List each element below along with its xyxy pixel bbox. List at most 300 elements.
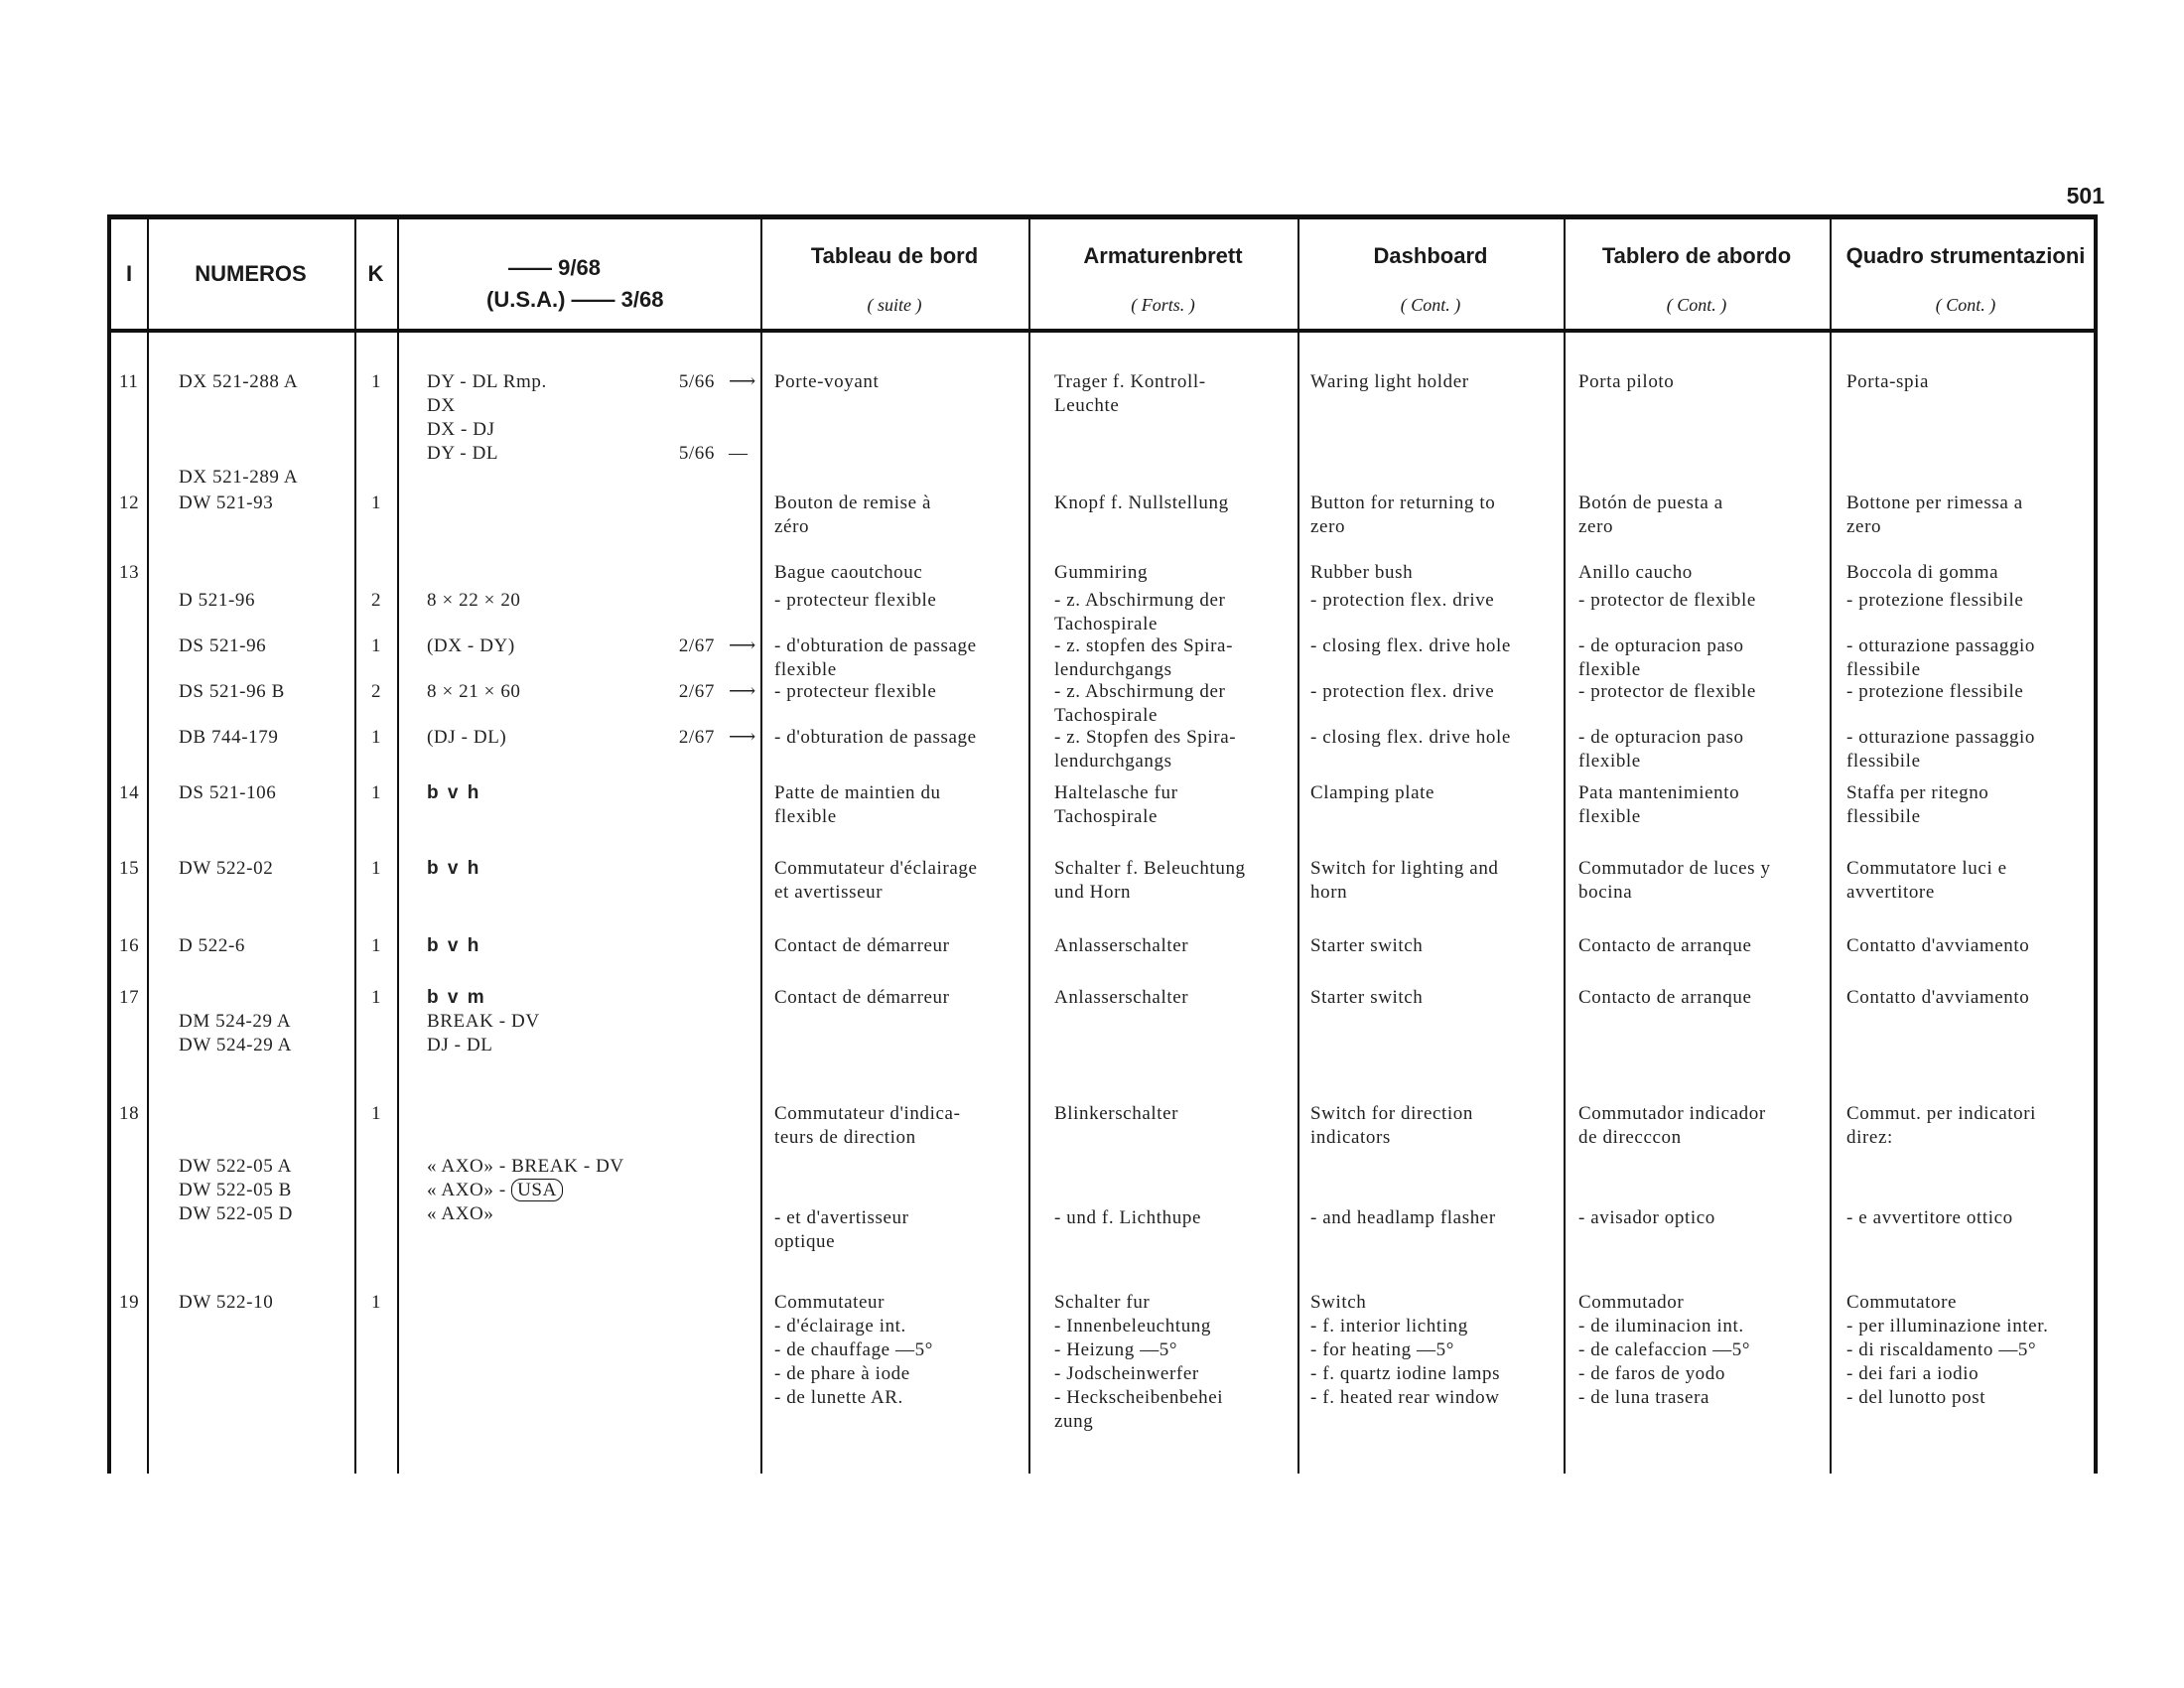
description-es	[1578, 726, 1837, 774]
header-spanish: Tablero de abordo ( Cont. )	[1601, 243, 1792, 315]
description-de-line: Haltelasche fur	[1054, 782, 1178, 803]
description-en-line: - protection flex. drive	[1310, 681, 1495, 702]
description-fr-line: Commutateur	[774, 1292, 886, 1313]
description-de-line: - z. Abschirmung der	[1054, 681, 1226, 702]
quantity-line: 1	[370, 371, 382, 392]
body-code: b v h	[427, 782, 481, 803]
model-note	[427, 589, 521, 613]
part-number-line: DW 524-29 A	[179, 1035, 292, 1055]
description-es	[1578, 370, 1837, 394]
header-italian: Quadro strumentazioni ( Cont. )	[1845, 243, 2086, 315]
quantity	[364, 589, 388, 613]
part-number-line: DS 521-96 B	[179, 681, 285, 702]
description-es-line: flexible	[1578, 806, 1641, 827]
description-fr-line: Contact de démarreur	[774, 987, 950, 1008]
description-es-line: flexible	[1578, 751, 1641, 772]
model-note-text: DY - DL Rmp.	[427, 371, 547, 392]
description-en-line: - f. heated rear window	[1310, 1387, 1500, 1408]
table-body	[111, 333, 2094, 1474]
description-fr-line: - de phare à iode	[774, 1363, 910, 1384]
application-line	[427, 1034, 844, 1057]
description-es	[1578, 561, 1837, 585]
description-it	[1846, 589, 2100, 613]
description-en-line: horn	[1310, 882, 1348, 903]
model-note-text: BREAK - DV	[427, 1011, 540, 1032]
description-en-line: - and headlamp flasher	[1310, 1207, 1496, 1228]
description-it-line: - per illuminazione inter.	[1846, 1316, 2049, 1336]
description-de-line: - Heckscheibenbehei	[1054, 1387, 1224, 1408]
part-number	[179, 634, 377, 658]
description-it-line: direz:	[1846, 1127, 1893, 1148]
model-note-text: « AXO»	[427, 1203, 494, 1224]
description-en	[1310, 634, 1569, 658]
arrow-icon: ⟶	[729, 727, 756, 748]
description-it-line: flessibile	[1846, 751, 1921, 772]
description-it-line: Staffa per ritegno	[1846, 782, 1989, 803]
description-it	[1846, 857, 2100, 905]
description-es	[1578, 857, 1837, 905]
description-it	[1846, 934, 2100, 958]
description-it	[1846, 492, 2100, 539]
description-it-line: - otturazione passaggio	[1846, 727, 2036, 748]
description-de	[1054, 634, 1312, 682]
part-number	[179, 857, 377, 881]
quantity	[364, 857, 388, 881]
part-number	[179, 781, 377, 805]
description-es-line: - de luna trasera	[1578, 1387, 1710, 1408]
description-es-line: Contacto de arranque	[1578, 987, 1752, 1008]
model-note-text: DX - DJ	[427, 419, 495, 440]
year-range-bottom: (U.S.A.) —— 3/68	[486, 287, 664, 312]
model-note	[427, 634, 515, 658]
description-de-line: Gummiring	[1054, 562, 1149, 583]
description-es-line: - protector de flexible	[1578, 681, 1756, 702]
part-number	[179, 986, 377, 1057]
description-fr	[774, 680, 1032, 704]
header-year-range	[397, 219, 760, 329]
quantity	[364, 634, 388, 658]
description-de	[1054, 1206, 1312, 1230]
description-de-line: Anlasserschalter	[1054, 935, 1189, 956]
description-en-line: indicators	[1310, 1127, 1391, 1148]
description-fr-line: - d'éclairage int.	[774, 1316, 906, 1336]
description-es	[1578, 986, 1837, 1010]
description-it-line: - e avvertitore ottico	[1846, 1207, 2013, 1228]
quantity-line: 1	[370, 858, 382, 879]
description-de-line: - Jodscheinwerfer	[1054, 1363, 1199, 1384]
description-es-line: - de faros de yodo	[1578, 1363, 1725, 1384]
model-note-text: DJ - DL	[427, 1035, 493, 1055]
description-it-line: - dei fari a iodio	[1846, 1363, 1979, 1384]
model-note	[427, 418, 495, 442]
description-en	[1310, 986, 1569, 1010]
description-de-line: lendurchgangs	[1054, 659, 1172, 680]
quantity	[364, 986, 388, 1010]
description-en	[1310, 370, 1569, 394]
row-number: 12	[119, 492, 140, 513]
description-fr	[774, 492, 1032, 539]
description-en	[1310, 726, 1569, 750]
description-es-line: - de opturacion paso	[1578, 727, 1744, 748]
description-es	[1578, 589, 1837, 613]
description-fr-line: Commutateur d'indica-	[774, 1103, 961, 1124]
description-fr-line: flexible	[774, 659, 837, 680]
part-number	[179, 934, 377, 958]
header-german: Armaturenbrett ( Forts. )	[1083, 243, 1243, 315]
quantity	[364, 934, 388, 958]
date-limit: 2/67	[678, 727, 715, 748]
description-it-line: - di riscaldamento —5°	[1846, 1339, 2037, 1360]
body-code: b v h	[427, 935, 481, 956]
arrow-icon: ⟶	[729, 681, 756, 702]
description-fr	[774, 1291, 1032, 1410]
model-note	[427, 1034, 492, 1057]
description-it	[1846, 680, 2100, 704]
quantity-line: 1	[370, 727, 382, 748]
description-de-line: - Heizung —5°	[1054, 1339, 1178, 1360]
model-note-text: DY - DL	[427, 443, 499, 464]
description-de	[1054, 986, 1312, 1010]
description-es	[1578, 634, 1837, 682]
date-limit: 5/66	[678, 443, 715, 464]
description-de	[1054, 370, 1312, 418]
description-es	[1578, 1102, 1837, 1150]
description-de-line: - und f. Lichthupe	[1054, 1207, 1201, 1228]
part-number-line: DM 524-29 A	[179, 1011, 292, 1032]
model-note	[427, 1010, 540, 1034]
usa-marker: USA	[511, 1179, 563, 1201]
description-fr-line: teurs de direction	[774, 1127, 916, 1148]
description-fr-line: flexible	[774, 806, 837, 827]
description-fr	[774, 1206, 1032, 1254]
description-es	[1578, 781, 1837, 829]
description-de	[1054, 680, 1312, 728]
description-en	[1310, 857, 1569, 905]
description-es-line: - de iluminacion int.	[1578, 1316, 1744, 1336]
description-it-line: - protezione flessibile	[1846, 590, 2024, 611]
row-number: 18	[119, 1103, 140, 1124]
description-en-line: Switch	[1310, 1292, 1367, 1313]
description-es-line: de direcccon	[1578, 1127, 1682, 1148]
parts-table	[107, 214, 2098, 1474]
description-fr	[774, 589, 1032, 613]
description-en-line: Starter switch	[1310, 935, 1424, 956]
quantity-line: 1	[370, 987, 382, 1008]
description-en-line: Switch for lighting and	[1310, 858, 1499, 879]
description-de-line: Schalter fur	[1054, 1292, 1151, 1313]
arrow-icon: ⟶	[729, 371, 756, 392]
body-code: b v h	[427, 858, 481, 879]
description-de	[1054, 589, 1312, 636]
description-es	[1578, 680, 1837, 704]
description-en-line: - f. quartz iodine lamps	[1310, 1363, 1501, 1384]
model-note	[427, 680, 521, 704]
description-en	[1310, 1206, 1569, 1230]
description-de-line: zung	[1054, 1411, 1094, 1432]
description-it-line: - protezione flessibile	[1846, 681, 2024, 702]
description-es-line: Porta piloto	[1578, 371, 1675, 392]
description-it	[1846, 561, 2100, 585]
model-note	[427, 370, 547, 394]
description-es-line: Commutador	[1578, 1292, 1685, 1313]
part-number-line: DB 744-179	[179, 727, 279, 748]
quantity-line: 2	[370, 681, 382, 702]
part-number	[179, 492, 377, 515]
header-french: Tableau de bord ( suite )	[810, 243, 979, 315]
part-number-line: DX 521-289 A	[179, 467, 299, 488]
page-number: 501	[2066, 183, 2105, 209]
description-fr-line: - d'obturation de passage	[774, 635, 977, 656]
part-number-line: DW 522-10	[179, 1292, 274, 1313]
description-es-line: Contacto de arranque	[1578, 935, 1752, 956]
description-en	[1310, 589, 1569, 613]
application-line	[427, 1179, 844, 1202]
description-it-line: Porta-spia	[1846, 371, 1930, 392]
description-en-line: Waring light holder	[1310, 371, 1469, 392]
description-de	[1054, 492, 1312, 515]
part-number-line: DX 521-288 A	[179, 371, 299, 392]
description-es-line: Botón de puesta a	[1578, 492, 1723, 513]
description-de-line: Leuchte	[1054, 395, 1120, 416]
row-number: 16	[119, 935, 140, 956]
part-number-line: D 521-96	[179, 590, 256, 611]
part-number	[179, 1291, 377, 1315]
part-number-line: DW 521-93	[179, 492, 274, 513]
description-en-line: - closing flex. drive hole	[1310, 635, 1511, 656]
quantity-line: 1	[370, 1103, 382, 1124]
description-de	[1054, 726, 1312, 774]
description-en	[1310, 781, 1569, 805]
model-note	[427, 1155, 624, 1179]
quantity	[364, 781, 388, 805]
row-number: 11	[119, 371, 139, 392]
description-en	[1310, 934, 1569, 958]
quantity-line: 1	[370, 492, 382, 513]
description-it-line: - otturazione passaggio	[1846, 635, 2036, 656]
description-fr-line: - protecteur flexible	[774, 590, 937, 611]
description-it	[1846, 370, 2100, 394]
quantity-line: 1	[370, 1292, 382, 1313]
header-k: K	[367, 261, 384, 286]
date-limit: 5/66	[678, 371, 715, 392]
description-fr-line: - de lunette AR.	[774, 1387, 903, 1408]
description-fr-line: Contact de démarreur	[774, 935, 950, 956]
description-de-line: - z. Stopfen des Spira-	[1054, 727, 1237, 748]
description-en-line: zero	[1310, 516, 1346, 537]
description-es	[1578, 934, 1837, 958]
arrow-icon: —	[729, 443, 749, 464]
year-range-top: —— 9/68	[508, 255, 601, 280]
description-de-line: - z. Abschirmung der	[1054, 590, 1226, 611]
date-limit: 2/67	[678, 635, 715, 656]
description-en-line: Button for returning to	[1310, 492, 1496, 513]
description-en	[1310, 561, 1569, 585]
description-de	[1054, 857, 1312, 905]
description-fr	[774, 726, 1032, 750]
description-it	[1846, 781, 2100, 829]
part-number-line	[179, 394, 377, 418]
description-es-line: Anillo caucho	[1578, 562, 1693, 583]
part-number-line: DW 522-05 D	[179, 1203, 293, 1224]
description-fr-line: - et d'avertisseur	[774, 1207, 909, 1228]
description-fr-line: zéro	[774, 516, 810, 537]
description-de-line: Blinkerschalter	[1054, 1103, 1179, 1124]
header-index: I	[125, 261, 133, 286]
description-it-line: Bottone per rimessa a	[1846, 492, 2023, 513]
model-note-text: 8 × 22 × 20	[427, 590, 521, 611]
quantity	[364, 370, 388, 394]
quantity-line: 1	[370, 635, 382, 656]
part-number-line: DW 522-05 B	[179, 1180, 292, 1200]
description-en	[1310, 680, 1569, 704]
part-number	[179, 1155, 377, 1226]
part-number-line: DS 521-96	[179, 635, 267, 656]
description-es	[1578, 492, 1837, 539]
quantity	[364, 680, 388, 704]
description-fr	[774, 1102, 1032, 1150]
date-limit: 2/67	[678, 681, 715, 702]
model-note	[427, 1179, 563, 1202]
description-es-line: flexible	[1578, 659, 1641, 680]
description-fr-line: Patte de maintien du	[774, 782, 941, 803]
description-fr	[774, 370, 1032, 394]
quantity	[364, 1102, 388, 1126]
description-de	[1054, 781, 1312, 829]
part-number-line	[179, 986, 377, 1010]
description-es-line: - protector de flexible	[1578, 590, 1756, 611]
description-it	[1846, 1102, 2100, 1150]
description-fr-line: Porte-voyant	[774, 371, 880, 392]
description-fr-line: optique	[774, 1231, 836, 1252]
model-note-text: « AXO» - BREAK - DV	[427, 1156, 624, 1177]
description-de-line: Schalter f. Beleuchtung	[1054, 858, 1246, 879]
model-note	[427, 1202, 493, 1226]
model-note-text: « AXO» -	[427, 1180, 512, 1200]
quantity-line: 2	[370, 590, 382, 611]
description-de	[1054, 561, 1312, 585]
description-it-line: Contatto d'avviamento	[1846, 987, 2030, 1008]
description-de-line: lendurchgangs	[1054, 751, 1172, 772]
description-en-line: - f. interior lichting	[1310, 1316, 1468, 1336]
part-number	[179, 680, 377, 704]
description-it-line: zero	[1846, 516, 1882, 537]
description-en-line: - closing flex. drive hole	[1310, 727, 1511, 748]
row-number: 19	[119, 1292, 140, 1313]
description-es-line: - de opturacion paso	[1578, 635, 1744, 656]
part-number-line: DW 522-05 A	[179, 1156, 292, 1177]
description-de-line: Knopf f. Nullstellung	[1054, 492, 1229, 513]
description-it	[1846, 726, 2100, 774]
description-de-line: Tachospirale	[1054, 705, 1158, 726]
description-fr	[774, 634, 1032, 682]
description-es-line: - avisador optico	[1578, 1207, 1715, 1228]
quantity	[364, 1291, 388, 1315]
description-es-line: Commutador de luces y	[1578, 858, 1771, 879]
description-it	[1846, 986, 2100, 1010]
header-english: Dashboard ( Cont. )	[1373, 243, 1488, 315]
description-es	[1578, 1206, 1837, 1230]
description-de-line: - Innenbeleuchtung	[1054, 1316, 1211, 1336]
description-es-line: zero	[1578, 516, 1614, 537]
part-number-line: D 522-6	[179, 935, 245, 956]
description-de	[1054, 1291, 1312, 1434]
description-fr	[774, 934, 1032, 958]
description-it	[1846, 1291, 2100, 1410]
row-number: 14	[119, 782, 140, 803]
description-it-line: flessibile	[1846, 659, 1921, 680]
quantity	[364, 492, 388, 515]
quantity	[364, 726, 388, 750]
model-note	[427, 442, 498, 466]
description-en	[1310, 1102, 1569, 1150]
description-de-line: und Horn	[1054, 882, 1132, 903]
model-note-text: (DX - DY)	[427, 635, 515, 656]
header-numeros: NUMEROS	[195, 261, 307, 286]
description-de	[1054, 934, 1312, 958]
description-en	[1310, 1291, 1569, 1410]
quantity-line: 1	[370, 782, 382, 803]
description-it	[1846, 1206, 2100, 1230]
description-it-line: Commut. per indicatori	[1846, 1103, 2037, 1124]
application-line	[427, 442, 844, 466]
description-es-line: bocina	[1578, 882, 1633, 903]
description-es-line: Pata mantenimiento	[1578, 782, 1740, 803]
description-it-line: avvertitore	[1846, 882, 1935, 903]
part-number-line	[179, 442, 377, 466]
description-fr-line: Bague caoutchouc	[774, 562, 923, 583]
description-fr-line: Bouton de remise à	[774, 492, 932, 513]
description-de-line: Tachospirale	[1054, 614, 1158, 634]
description-en-line: Starter switch	[1310, 987, 1424, 1008]
table-header	[111, 219, 2094, 329]
row-number: 13	[119, 562, 140, 583]
model-note	[427, 394, 456, 418]
application-line	[427, 1010, 844, 1034]
description-fr-line: et avertisseur	[774, 882, 884, 903]
model-note	[427, 726, 506, 750]
part-number	[179, 726, 377, 750]
application-line	[427, 394, 844, 418]
description-it-line: Contatto d'avviamento	[1846, 935, 2030, 956]
description-de-line: Anlasserschalter	[1054, 987, 1189, 1008]
description-en-line: - protection flex. drive	[1310, 590, 1495, 611]
description-fr-line: - de chauffage —5°	[774, 1339, 933, 1360]
arrow-icon: ⟶	[729, 635, 756, 656]
model-note-text: DX	[427, 395, 456, 416]
description-it	[1846, 634, 2100, 682]
description-en-line: Switch for direction	[1310, 1103, 1473, 1124]
model-note-text: 8 × 21 × 60	[427, 681, 521, 702]
description-it-line: Commutatore	[1846, 1292, 1958, 1313]
part-number-line	[179, 418, 377, 442]
description-de	[1054, 1102, 1312, 1126]
description-fr	[774, 857, 1032, 905]
description-en-line: - for heating —5°	[1310, 1339, 1454, 1360]
row-number: 15	[119, 858, 140, 879]
description-fr	[774, 561, 1032, 585]
row-number: 17	[119, 987, 140, 1008]
quantity-line: 1	[370, 935, 382, 956]
description-fr-line: - d'obturation de passage	[774, 727, 977, 748]
description-es-line: Commutador indicador	[1578, 1103, 1766, 1124]
description-it-line: - del lunotto post	[1846, 1387, 1986, 1408]
description-en-line: Clamping plate	[1310, 782, 1435, 803]
part-number-line: DS 521-106	[179, 782, 277, 803]
part-number	[179, 370, 377, 490]
description-de-line: - z. stopfen des Spira-	[1054, 635, 1234, 656]
description-de-line: Tachospirale	[1054, 806, 1158, 827]
description-es-line: - de calefaccion —5°	[1578, 1339, 1751, 1360]
